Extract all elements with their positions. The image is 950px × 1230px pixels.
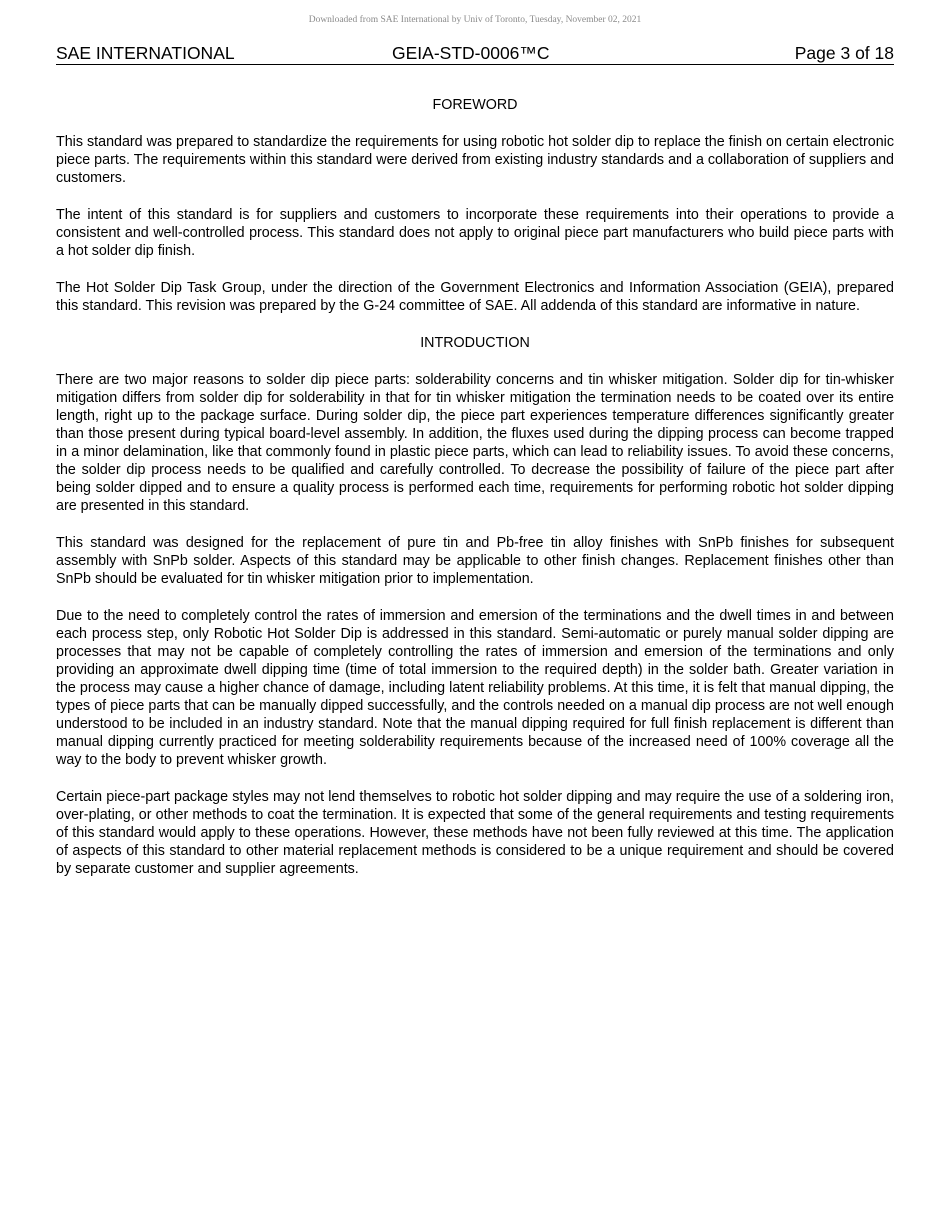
header-standard-number: GEIA-STD-0006™C: [392, 43, 550, 63]
foreword-heading: FOREWORD: [432, 97, 518, 113]
page-header: [56, 43, 894, 65]
header-page-number: Page 3 of 18: [794, 43, 894, 63]
introduction-paragraph: Certain piece-part package styles may not lend themselves to robotic hot solder dipping and may require the use of a soldering iron, over-plating, or other methods to coat the termination. It is expected that some of the general requirements and testing requirements of this standard would apply to these operations. However, these methods have not been fully reviewed at this time. The application of aspects of this standard to other material replacement methods is considered to be a unique requirement and should be covered by separate customer and supplier agreements.: [56, 789, 894, 877]
introduction-paragraph: There are two major reasons to solder dip piece parts: solderability concerns and tin whisker mitigation. Solder dip for tin-whisker mitigation differs from solder dip for solderability in that for tin whisker mitigation the termination needs to be coated over its entire length, right up to the package surface. During solder dip, the piece part experiences temperature differences significantly greater than those present during typical board-level assembly. In addition, the fluxes used during the dipping process can become trapped in a minor delamination, like that commonly found in plastic piece parts, which can lead to reliability issues. To avoid these concerns, the solder dip process needs to be qualified and carefully controlled. To decrease the possibility of failure of the piece part after being solder dipped and to ensure a quality process is performed each time, requirements for performing robotic hot solder dipping are presented in this standard.: [56, 372, 894, 514]
foreword-paragraph: The intent of this standard is for suppliers and customers to incorporate these requirements into their operations to provide a consistent and well-controlled process. This standard does not apply to original piece part manufacturers who build piece parts with a hot solder dip finish.: [56, 207, 894, 259]
introduction-paragraph: Due to the need to completely control the rates of immersion and emersion of the terminations and the dwell times in and between each process step, only Robotic Hot Solder Dip is addressed in this standard. Semi-automatic or purely manual solder dipping are processes that may not be capable of completely controlling the rates of immersion and emersion of the terminations and only providing an approximate dwell dipping time (time of total immersion to the required depth) in the solder bath. Greater variation in the process may cause a higher chance of damage, including latent reliability problems. At this time, it is felt that manual dipping, the types of piece parts that can be manually dipped successfully, and the controls needed on a manual dip process are not well enough understood to be included in an industry standard. Note that the manual dipping required for full finish replacement is different than manual dipping currently practiced for meeting solderability requirements because of the increased need of 100% coverage all the way to the body to prevent whisker growth.: [56, 608, 894, 768]
document-body: [56, 96, 894, 878]
download-watermark: Downloaded from SAE International by Univ of Toronto, Tuesday, November 02, 2021: [308, 15, 642, 25]
introduction-paragraph: This standard was designed for the replacement of pure tin and Pb-free tin alloy finishes with SnPb finishes for subsequent assembly with SnPb solder. Aspects of this standard may be applicable to other finish changes. Replacement finishes other than SnPb should be evaluated for tin whisker mitigation prior to implementation.: [56, 535, 894, 587]
foreword-paragraph: This standard was prepared to standardize the requirements for using robotic hot solder dip to replace the finish on certain electronic piece parts. The requirements within this standard were derived from existing industry standards and a collaboration of suppliers and customers.: [56, 134, 894, 186]
introduction-heading: INTRODUCTION: [420, 335, 530, 351]
header-organization: SAE INTERNATIONAL: [56, 43, 235, 63]
foreword-paragraph: The Hot Solder Dip Task Group, under the direction of the Government Electronics and Information Association (GEIA), prepared this standard. This revision was prepared by the G-24 committee of SAE. All addenda of this standard are informative in nature.: [56, 280, 894, 314]
